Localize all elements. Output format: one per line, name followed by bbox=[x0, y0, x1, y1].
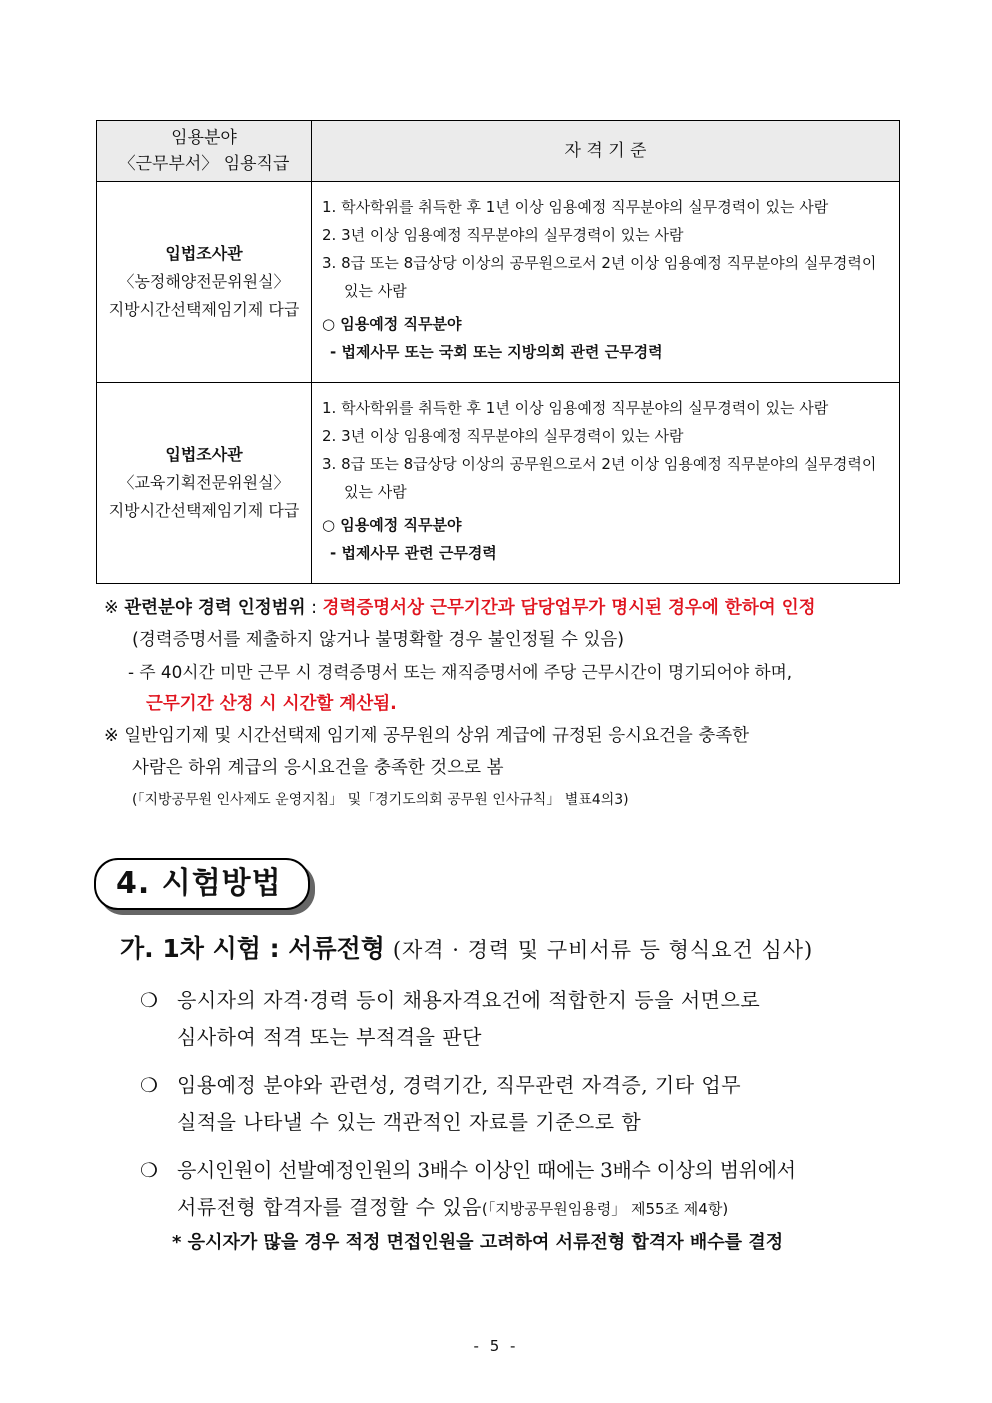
circle-bullet-icon: ❍ bbox=[140, 988, 159, 1012]
note-career-paren: (경력증명서를 제출하지 않거나 불명확할 경우 불인정될 수 있음) bbox=[132, 630, 625, 650]
bullet-line: 응시인원이 선발예정인원의 3배수 이상인 때에는 3배수 이상의 범위에서 bbox=[177, 1158, 796, 1182]
position-title: 입법조사관 bbox=[165, 445, 243, 464]
page-number: - 5 - bbox=[473, 1337, 519, 1355]
table-row bbox=[97, 182, 900, 383]
note-career-label: 관련분야 경력 인정범위 bbox=[124, 598, 306, 618]
list-item bbox=[140, 1152, 900, 1228]
bullet-line: 임용예정 분야와 관련성, 경력기간, 직무관련 자격증, 기타 업무 bbox=[177, 1073, 742, 1097]
field-header: ○ 임용예정 직무분야 bbox=[322, 516, 462, 534]
bullet-line: 실적을 나타낼 수 있는 객관적인 자료를 기준으로 함 bbox=[177, 1110, 642, 1134]
qualification-table bbox=[96, 120, 900, 584]
notes-block bbox=[104, 592, 900, 816]
field-item: - 법제사무 또는 국회 또는 지방의회 관련 근무경력 bbox=[330, 343, 663, 361]
table-header-row bbox=[97, 121, 900, 182]
criteria-cell bbox=[312, 383, 900, 584]
note-career-scope bbox=[104, 592, 900, 624]
criteria-item: 2. 3년 이상 임용예정 직무분야의 실무경력이 있는 사람 bbox=[322, 427, 684, 445]
bullet-list bbox=[140, 982, 900, 1239]
header-field-label: 임용분야 bbox=[171, 128, 237, 148]
section-title: 4. 시험방법 bbox=[116, 866, 282, 901]
table-row bbox=[97, 383, 900, 584]
position-grade: 지방시간선택제임기제 다급 bbox=[108, 300, 300, 319]
position-cell bbox=[97, 383, 312, 584]
criteria-cell bbox=[312, 182, 900, 383]
star-note: * 응시자가 많을 경우 적정 면접인원을 고려하여 서류전형 합격자 배수를 결정 bbox=[172, 1232, 784, 1253]
bullet-line-with-ref bbox=[177, 1189, 900, 1228]
field-item: - 법제사무 관련 근무경력 bbox=[330, 544, 497, 562]
bullet-line: 서류전형 합격자를 결정할 수 있음 bbox=[177, 1195, 482, 1219]
subsection-heading bbox=[120, 930, 813, 969]
note-career-red-text: 경력증명서상 근무기간과 담당업무가 명시된 경우에 한하여 인정 bbox=[322, 598, 816, 618]
bullet-line: 응시자의 자격·경력 등이 채용자격요건에 적합한지 등을 서면으로 bbox=[177, 988, 761, 1012]
criteria-item: 3. 8급 또는 8급상당 이상의 공무원으로서 2년 이상 임용예정 직무분야의 실무경력이 있는 사람 bbox=[322, 455, 877, 501]
header-department-label: 〈근무부서〉 임용직급 bbox=[118, 154, 290, 174]
note-mark: ※ bbox=[104, 598, 119, 618]
circle-bullet-icon: ❍ bbox=[140, 1073, 159, 1097]
criteria-item: 3. 8급 또는 8급상당 이상의 공무원으로서 2년 이상 임용예정 직무분야의 실무경력이 있는 사람 bbox=[322, 254, 877, 300]
criteria-item: 1. 학사학위를 취득한 후 1년 이상 임용예정 직무분야의 실무경력이 있는 사람 bbox=[322, 399, 829, 417]
subsection-title: 가. 1차 시험 : 서류전형 bbox=[120, 934, 385, 963]
list-item bbox=[140, 1067, 900, 1141]
bullet-reference: (「지방공무원임용령」 제55조 제4항) bbox=[481, 1200, 729, 1218]
note-general-ref: (「지방공무원 인사제도 운영지침」 및「경기도의회 공무원 인사규칙」 별표4의3) bbox=[132, 792, 629, 808]
header-field-cell bbox=[97, 121, 312, 182]
position-cell bbox=[97, 182, 312, 383]
subsection-paren: (자격 · 경력 및 구비서류 등 형식요건 심사) bbox=[392, 938, 814, 962]
department-name: 〈농정해양전문위원실〉 bbox=[118, 272, 290, 291]
position-title: 입법조사관 bbox=[165, 244, 243, 263]
note-hours-dash: - 주 40시간 미만 근무 시 경력증명서 또는 재직증명서에 주당 근무시간이 명기되어야 하며, bbox=[128, 662, 793, 682]
circle-bullet-icon: ❍ bbox=[140, 1158, 159, 1182]
department-name: 〈교육기획전문위원실〉 bbox=[118, 473, 290, 492]
note-general-line1: ※ 일반임기제 및 시간선택제 임기제 공무원의 상위 계급에 규정된 응시요건을 충족한 bbox=[104, 726, 750, 746]
position-grade: 지방시간선택제임기제 다급 bbox=[108, 501, 300, 520]
bullet-line: 심사하여 적격 또는 부적격을 판단 bbox=[177, 1025, 482, 1049]
note-hours-red: 근무기간 산정 시 시간할 계산됨. bbox=[146, 694, 397, 714]
list-item bbox=[140, 982, 900, 1056]
section-title-box bbox=[94, 858, 310, 910]
note-colon: : bbox=[311, 598, 317, 618]
header-criteria-cell: 자 격 기 준 bbox=[312, 121, 900, 182]
field-header: ○ 임용예정 직무분야 bbox=[322, 315, 462, 333]
criteria-item: 1. 학사학위를 취득한 후 1년 이상 임용예정 직무분야의 실무경력이 있는 사람 bbox=[322, 198, 829, 216]
note-general-line2: 사람은 하위 계급의 응시요건을 충족한 것으로 봄 bbox=[132, 758, 504, 778]
criteria-item: 2. 3년 이상 임용예정 직무분야의 실무경력이 있는 사람 bbox=[322, 226, 684, 244]
